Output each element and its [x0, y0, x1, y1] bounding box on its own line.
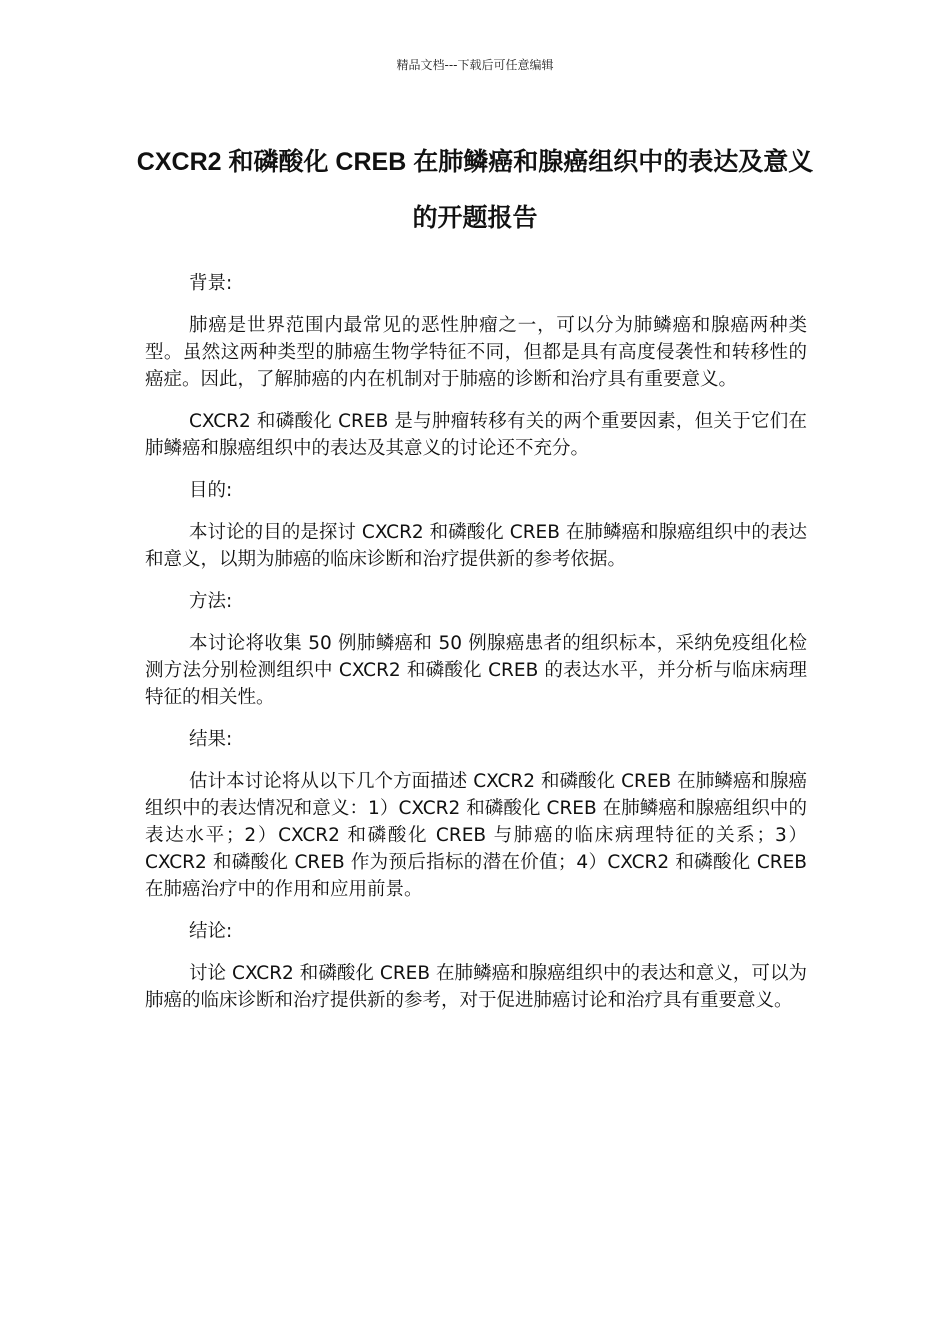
result-heading: 结果: — [189, 729, 233, 750]
background-paragraph-1: 肺癌是世界范围内最常见的恶性肿瘤之一，可以分为肺鳞癌和腺癌两种类型。虽然这两种类型的肺癌生物学特征不同，但都是具有高度侵袭性和转移性的癌症。因此，了解肺癌的内在机制对于肺癌的诊断和治疗具有重要意义。 — [145, 315, 807, 390]
purpose-paragraph: 本讨论的目的是探讨 CXCR2 和磷酸化 CREB 在肺鳞癌和腺癌组织中的表达和意义，以期为肺癌的临床诊断和治疗提供新的参考依据。 — [145, 522, 807, 570]
method-paragraph: 本讨论将收集 50 例肺鳞癌和 50 例腺癌患者的组织标本，采纳免疫组化检测方法分别检测组织中 CXCR2 和磷酸化 CREB 的表达水平，并分析与临床病理特征的相关性。 — [145, 633, 807, 708]
document-body — [145, 270, 807, 1029]
result-paragraph: 估计本讨论将从以下几个方面描述 CXCR2 和磷酸化 CREB 在肺鳞癌和腺癌组织中的表达情况和意义：1）CXCR2 和磷酸化 CREB 在肺鳞癌和腺癌组织中的表达水平；2）CXCR2 和磷酸化 CREB 与肺癌的临床病理特征的关系；3）CXCR2 和磷酸化 CREB 作为预后指标的潜在价值；4）CXCR2 和磷酸化 CREB 在肺癌治疗中的作用和应用前景。 — [145, 771, 807, 900]
method-heading: 方法: — [189, 591, 233, 612]
document-title: CXCR2 和磷酸化 CREB 在肺鳞癌和腺癌组织中的表达及意义的开题报告 — [136, 148, 814, 232]
conclusion-paragraph: 讨论 CXCR2 和磷酸化 CREB 在肺鳞癌和腺癌组织中的表达和意义，可以为肺癌的临床诊断和治疗提供新的参考，对于促进肺癌讨论和治疗具有重要意义。 — [145, 963, 807, 1011]
conclusion-heading: 结论: — [189, 921, 233, 942]
background-paragraph-2: CXCR2 和磷酸化 CREB 是与肿瘤转移有关的两个重要因素，但关于它们在肺鳞癌和腺癌组织中的表达及其意义的讨论还不充分。 — [145, 411, 807, 459]
header-note: 精品文档---下载后可任意编辑 — [396, 58, 554, 72]
background-heading: 背景: — [189, 273, 233, 294]
purpose-heading: 目的: — [189, 480, 233, 501]
